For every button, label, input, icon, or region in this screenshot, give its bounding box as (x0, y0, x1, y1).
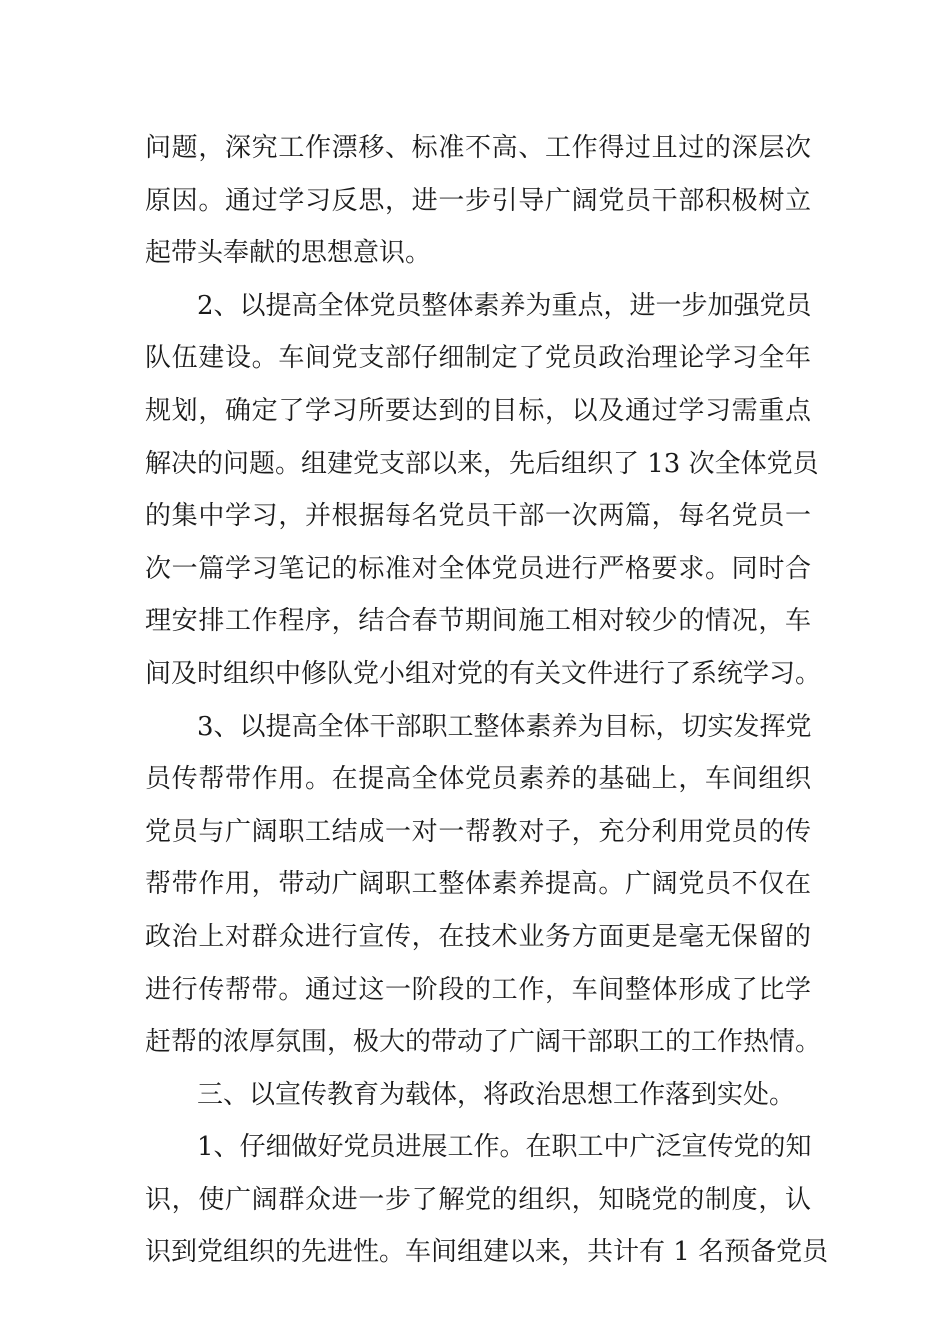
text-line: 规划，确定了学习所要达到的目标，以及通过学习需重点 (145, 395, 811, 426)
body-text (145, 122, 829, 1279)
text-line: 识到党组织的先进性。车间组建以来，共计有 1 名预备党员 (145, 1237, 829, 1268)
text-line: 理安排工作程序，结合春节期间施工相对较少的情况，车 (145, 606, 811, 637)
text-line: 间及时组织中修队党小组对党的有关文件进行了系统学习。 (145, 658, 822, 689)
text-line: 1、仔细做好党员进展工作。在职工中广泛宣传党的知 (197, 1132, 812, 1163)
text-line: 2、以提高全体党员整体素养为重点，进一步加强党员 (197, 290, 812, 321)
text-line: 问题，深究工作漂移、标准不高、工作得过且过的深层次 (145, 133, 811, 163)
text-line: 识，使广阔群众进一步了解党的组织，知晓党的制度，认 (145, 1184, 811, 1215)
text-line: 员传帮带作用。在提高全体党员素养的基础上，车间组织 (145, 764, 811, 795)
text-line: 帮带作用，带动广阔职工整体素养提高。广阔党员不仅在 (145, 869, 811, 900)
text-line: 起带头奉献的思想意识。 (145, 238, 432, 269)
text-line: 3、以提高全体干部职工整体素养为目标，切实发挥党 (197, 711, 812, 742)
section-heading: 三、以宣传教育为载体，将政治思想工作落到实处。 (197, 1079, 796, 1110)
text-line: 赶帮的浓厚氛围，极大的带动了广阔干部职工的工作热情。 (145, 1027, 822, 1058)
text-line: 次一篇学习笔记的标准对全体党员进行严格要求。同时合 (145, 553, 811, 584)
text-line: 原因。通过学习反思，进一步引导广阔党员干部积极树立 (145, 185, 811, 216)
text-line: 的集中学习，并根据每名党员干部一次两篇，每名党员一 (145, 501, 811, 532)
text-line: 队伍建设。车间党支部仔细制定了党员政治理论学习全年 (145, 343, 811, 374)
text-line: 党员与广阔职工结成一对一帮教对子，充分利用党员的传 (145, 816, 811, 847)
text-line: 政治上对群众进行宣传，在技术业务方面更是毫无保留的 (145, 921, 811, 952)
text-line: 解决的问题。组建党支部以来，先后组织了 13 次全体党员 (145, 448, 819, 479)
text-line: 进行传帮带。通过这一阶段的工作，车间整体形成了比学 (145, 974, 811, 1005)
